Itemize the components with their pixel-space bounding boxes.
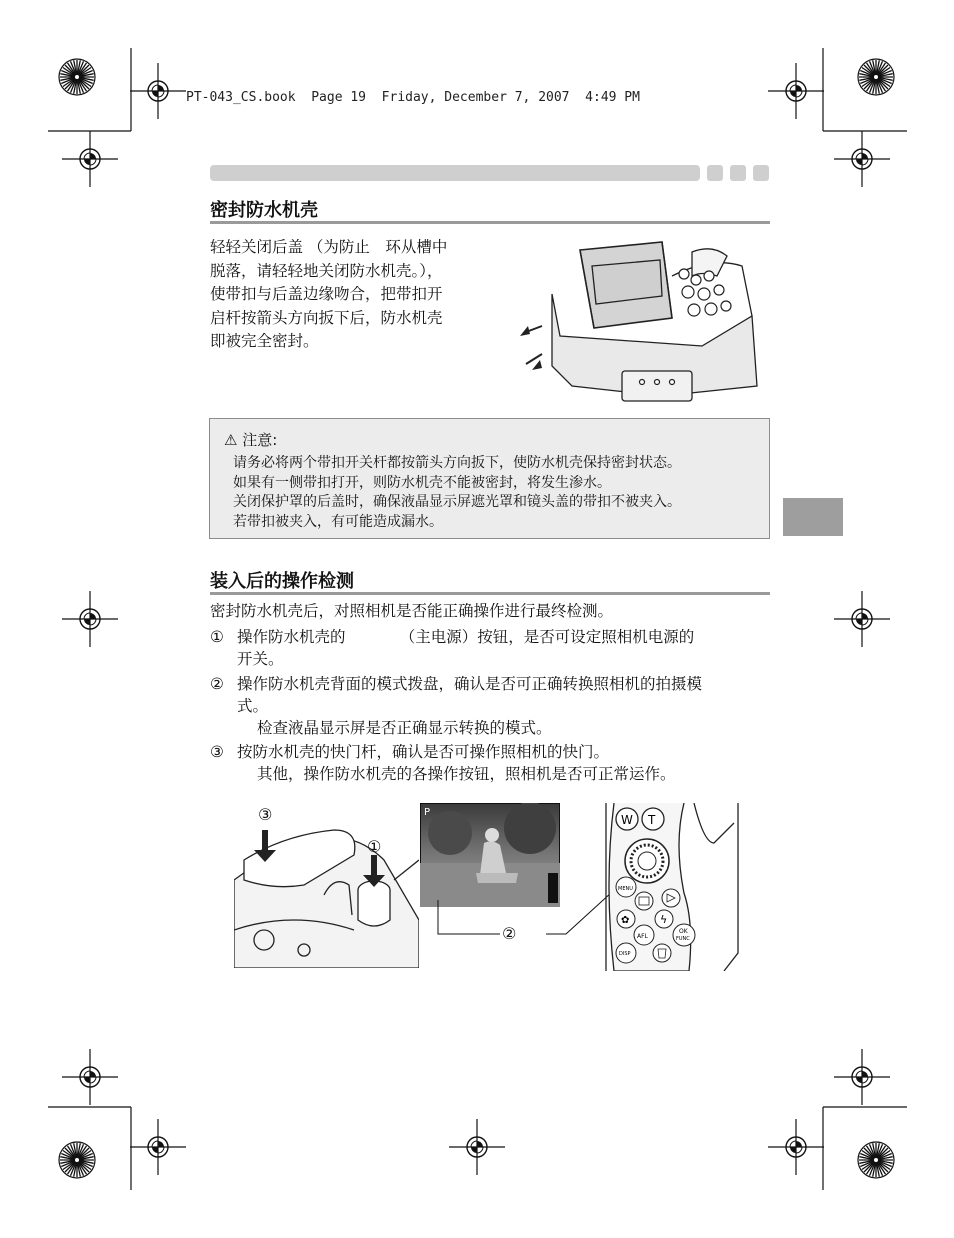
section-title-seal: 密封防水机壳 xyxy=(210,200,318,221)
seal-instructions: 轻轻关闭后盖 （为防止 环从槽中 脱落，请轻轻地关闭防水机壳。）， 使带扣与后盖边缘吻合，把带扣开 启杆按箭头方向扳下后，防水机壳 即被完全密封。 xyxy=(210,238,448,350)
macro-icon: ✿ xyxy=(621,915,630,926)
mode-dial-illustration xyxy=(594,803,744,971)
title-rule xyxy=(210,221,770,224)
check-item-2: ② 操作防水机壳背面的模式拨盘，确认是否可正确转换照相机的拍摄模 式。 检查液晶显示屏是否正确显示转换的模式。 xyxy=(210,675,703,737)
callout-1: ① xyxy=(367,837,382,856)
menu-button: MENU xyxy=(618,886,633,892)
check-item-1: ① 操作防水机壳的 （主电源）按钮，是否可设定照相机电源的 开关。 xyxy=(210,628,695,668)
section-title-operation-check: 装入后的操作检测 xyxy=(210,571,354,592)
caution-text: 请务必将两个带扣开关杆都按箭头方向扳下，使防水机壳保持密封状态。 如果有一侧带扣打开，则防水机壳不能被密封，将发生渗水。 关闭保护罩的后盖时，确保液晶显示屏遮光罩和镜头盖的带扣不被夹入。 若带扣被夹入，有可能造成漏水。 xyxy=(233,455,681,530)
section-bar-square xyxy=(707,165,723,181)
zoom-t-button: T xyxy=(648,813,656,827)
callout-3: ③ xyxy=(258,805,273,824)
afl-button: AFL xyxy=(637,933,648,940)
section-bar xyxy=(210,165,700,181)
title-rule xyxy=(210,592,770,595)
housing-illustration xyxy=(512,236,777,410)
lcd-mode-indicator: P xyxy=(424,807,431,818)
ok-button: OK xyxy=(679,928,688,935)
caution-box xyxy=(209,418,770,539)
disp-button: DISP xyxy=(619,951,631,957)
section-bar-square xyxy=(753,165,769,181)
func-label: FUNC xyxy=(676,936,690,942)
callout-2: ② xyxy=(502,924,517,943)
caution-heading: ⚠ 注意: xyxy=(224,431,278,449)
flash-icon: ϟ xyxy=(660,913,668,926)
check-item-3: ③ 按防水机壳的快门杆，确认是否可操作照相机的快门。 其他，操作防水机壳的各操作按钮，照相机是否可正常运作。 xyxy=(210,743,676,783)
chapter-tab xyxy=(783,498,843,536)
operation-check-intro: 密封防水机壳后，对照相机是否能正确操作进行最终检测。 xyxy=(210,602,614,620)
print-header: PT-043_CS.book Page 19 Friday, December 7, 2007 4:49 PM xyxy=(186,90,640,105)
shutter-power-illustration xyxy=(234,800,419,968)
section-bar-square xyxy=(730,165,746,181)
zoom-w-button: W xyxy=(621,813,633,827)
warning-icon: ⚠ xyxy=(224,431,238,449)
